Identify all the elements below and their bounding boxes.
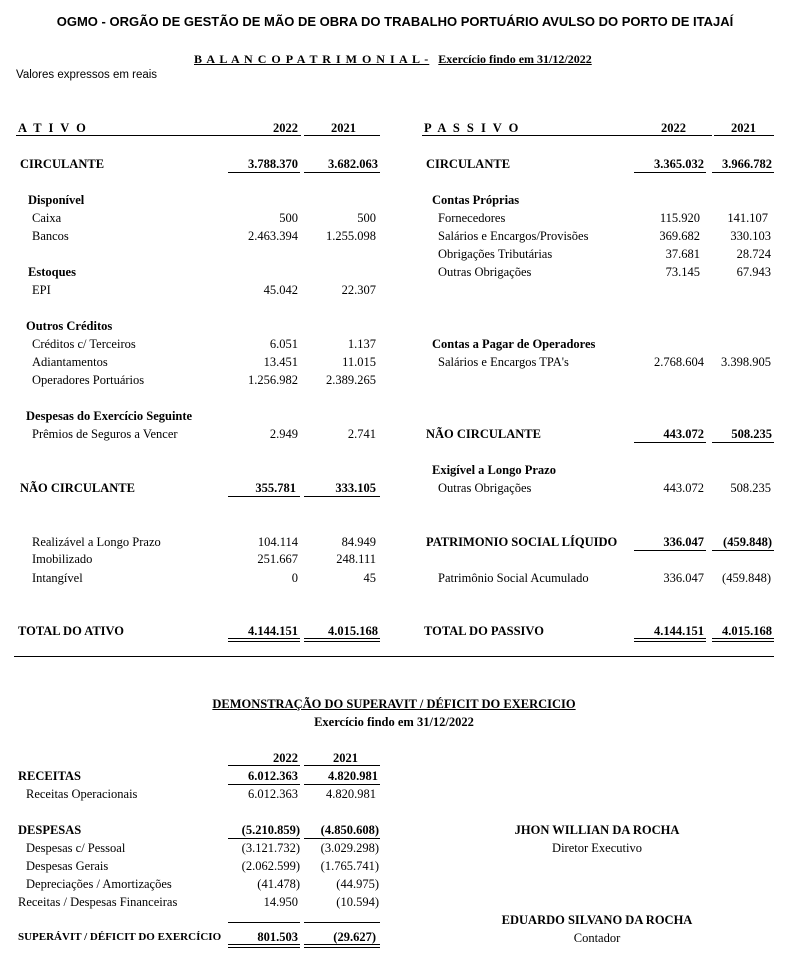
balanco-title xyxy=(194,52,592,67)
creditos-terceiros-2022: 6.051 xyxy=(269,337,298,351)
ativo-circulante-label: CIRCULANTE xyxy=(20,157,105,171)
adiantamentos-2021: 11.015 xyxy=(342,355,376,369)
despesas-gerais-2021: (1.765.741) xyxy=(320,859,379,873)
total-ativo-rule-2021 xyxy=(304,638,380,642)
exigivel-outras-2021: 508.235 xyxy=(730,481,771,495)
patrimonio-acumulado-label: Patrimônio Social Acumulado xyxy=(438,571,589,585)
fornecedores-label: Fornecedores xyxy=(438,211,506,225)
signature-name-accountant: EDUARDO SILVANO DA ROCHA xyxy=(501,913,693,927)
contas-proprias-label: Contas Próprias xyxy=(432,193,520,207)
bancos-label: Bancos xyxy=(32,229,69,243)
imobilizado-2022: 251.667 xyxy=(257,552,298,566)
patrimonio-2022: 336.047 xyxy=(663,535,704,549)
exigivel-label: Exigível a Longo Prazo xyxy=(432,463,556,477)
ativo-year-2022: 2022 xyxy=(273,121,298,135)
intangivel-2021: 45 xyxy=(363,571,376,585)
passivo-year-2022: 2022 xyxy=(661,121,686,135)
passivo-year-2021: 2021 xyxy=(731,121,756,135)
premios-label: Prêmios de Seguros a Vencer xyxy=(32,427,178,441)
ativo-heading-rule-2021 xyxy=(304,135,380,136)
ativo-nc-rule-2021 xyxy=(304,496,380,497)
receitas-2021: 4.820.981 xyxy=(328,769,378,783)
total-passivo-rule-2021 xyxy=(712,638,774,642)
intangivel-label: Intangível xyxy=(32,571,83,585)
premios-2022: 2.949 xyxy=(269,427,298,441)
patrimonio-rule xyxy=(634,550,706,551)
receitas-rule xyxy=(228,784,300,785)
receitas-label: RECEITAS xyxy=(18,769,81,783)
adiantamentos-2022: 13.451 xyxy=(263,355,298,369)
obrigacoes-tributarias-label: Obrigações Tributárias xyxy=(438,247,553,261)
passivo-circulante-label: CIRCULANTE xyxy=(426,157,511,171)
passivo-circulante-2021: 3.966.782 xyxy=(722,157,772,171)
patrimonio-acumulado-2021: (459.848) xyxy=(722,571,771,585)
signature-name-director: JHON WILLIAN DA ROCHA xyxy=(514,823,680,837)
despesas-seguinte-label: Despesas do Exercício Seguinte xyxy=(26,409,193,423)
caixa-label: Caixa xyxy=(32,211,62,225)
passivo-circulante-rule-2021 xyxy=(712,172,774,173)
total-ativo-2022: 4.144.151 xyxy=(248,624,298,638)
depreciacoes-label: Depreciações / Amortizações xyxy=(26,877,172,891)
passivo-circulante-rule xyxy=(634,172,706,173)
obrigacoes-tributarias-2022: 37.681 xyxy=(665,247,700,261)
passivo-heading-rule xyxy=(422,135,712,136)
salarios-provisoes-2022: 369.682 xyxy=(659,229,700,243)
despesas-pessoal-2022: (3.121.732) xyxy=(241,841,300,855)
passivo-heading: P A S S I V O xyxy=(424,121,521,135)
financeiras-label: Receitas / Despesas Financeiras xyxy=(18,895,178,909)
demo-year-2021: 2021 xyxy=(333,751,358,765)
patrimonio-label: PATRIMONIO SOCIAL LÍQUIDO xyxy=(426,535,618,549)
passivo-nao-circulante-label: NÃO CIRCULANTE xyxy=(426,427,541,441)
ativo-nao-circulante-label: NÃO CIRCULANTE xyxy=(20,481,135,495)
despesas-label: DESPESAS xyxy=(18,823,82,837)
ativo-circulante-rule xyxy=(228,172,300,173)
resultado-label: SUPERÁVIT / DÉFICIT DO EXERCÍCIO xyxy=(18,931,222,943)
ativo-heading: A T I V O xyxy=(18,121,88,135)
patrimonio-acumulado-2022: 336.047 xyxy=(663,571,704,585)
obrigacoes-tributarias-2021: 28.724 xyxy=(736,247,771,261)
despesas-gerais-label: Despesas Gerais xyxy=(26,859,109,873)
passivo-circulante-2022: 3.365.032 xyxy=(654,157,704,171)
adiantamentos-label: Adiantamentos xyxy=(32,355,108,369)
premios-2021: 2.741 xyxy=(347,427,376,441)
demo-year-rule xyxy=(228,765,300,766)
patrimonio-rule-2021 xyxy=(712,550,774,551)
receitas-rule-2021 xyxy=(304,784,380,785)
despesas-rule-2021 xyxy=(304,838,380,839)
fornecedores-2021: 141.107 xyxy=(727,211,768,225)
resultado-2022: 801.503 xyxy=(257,930,298,944)
balanco-title-text: B A L A N C O P A T R I M O N I A L - xyxy=(194,52,430,66)
total-passivo-label: TOTAL DO PASSIVO xyxy=(424,624,544,638)
ativo-nc-rule xyxy=(228,496,300,497)
financeiras-2021: (10.594) xyxy=(336,895,379,909)
financeiras-2022: 14.950 xyxy=(263,895,298,909)
imobilizado-label: Imobilizado xyxy=(32,552,93,566)
resultado-rule-2021 xyxy=(304,944,380,948)
bancos-2022: 2.463.394 xyxy=(248,229,298,243)
salarios-provisoes-label: Salários e Encargos/Provisões xyxy=(438,229,589,243)
ativo-nao-circulante-2021: 333.105 xyxy=(335,481,376,495)
fornecedores-2022: 115.920 xyxy=(659,211,700,225)
resultado-rule xyxy=(228,944,300,948)
realizavel-2021: 84.949 xyxy=(341,535,376,549)
ativo-circulante-2021: 3.682.063 xyxy=(328,157,378,171)
passivo-nc-rule xyxy=(634,442,706,443)
operadores-2022: 1.256.982 xyxy=(248,373,298,387)
ativo-year-2021: 2021 xyxy=(331,121,356,135)
balanco-subtitle: Exercício findo em 31/12/2022 xyxy=(438,52,592,66)
total-passivo-2021: 4.015.168 xyxy=(722,624,772,638)
org-title: OGMO - ORGÃO DE GESTÃO DE MÃO DE OBRA DO TRABALHO PORTUÁRIO AVULSO DO PORTO DE ITAJAÍ xyxy=(56,14,734,29)
total-ativo-label: TOTAL DO ATIVO xyxy=(18,624,125,638)
disponivel-label: Disponível xyxy=(28,193,85,207)
epi-2021: 22.307 xyxy=(341,283,376,297)
depreciacoes-2022: (41.478) xyxy=(257,877,300,891)
resultado-top-rule-2021 xyxy=(304,922,380,923)
salarios-provisoes-2021: 330.103 xyxy=(730,229,771,243)
ativo-nao-circulante-2022: 355.781 xyxy=(255,481,296,495)
exigivel-outras-2022: 443.072 xyxy=(663,481,704,495)
demo-year-2022: 2022 xyxy=(273,751,298,765)
estoques-label: Estoques xyxy=(28,265,76,279)
passivo-heading-rule-2021 xyxy=(714,135,774,136)
passivo-nao-circulante-2021: 508.235 xyxy=(731,427,772,441)
signature-role-director: Diretor Executivo xyxy=(552,841,642,855)
total-ativo-rule xyxy=(228,638,300,642)
salarios-tpa-2022: 2.768.604 xyxy=(654,355,704,369)
outros-creditos-label: Outros Créditos xyxy=(26,319,113,333)
epi-label: EPI xyxy=(32,283,51,297)
creditos-terceiros-2021: 1.137 xyxy=(347,337,376,351)
resultado-top-rule xyxy=(228,922,300,923)
signature-role-accountant: Contador xyxy=(573,931,621,945)
realizavel-2022: 104.114 xyxy=(257,535,298,549)
total-passivo-rule xyxy=(634,638,706,642)
depreciacoes-2021: (44.975) xyxy=(336,877,379,891)
despesas-gerais-2022: (2.062.599) xyxy=(241,859,300,873)
salarios-tpa-label: Salários e Encargos TPA's xyxy=(438,355,569,369)
passivo-nc-rule-2021 xyxy=(712,442,774,443)
epi-2022: 45.042 xyxy=(263,283,298,297)
patrimonio-2021: (459.848) xyxy=(723,535,772,549)
operadores-2021: 2.389.265 xyxy=(326,373,376,387)
demonstracao-subtitle: Exercício findo em 31/12/2022 xyxy=(314,715,474,729)
ativo-circulante-2022: 3.788.370 xyxy=(248,157,298,171)
realizavel-label: Realizável a Longo Prazo xyxy=(32,535,161,549)
total-ativo-2021: 4.015.168 xyxy=(328,624,378,638)
total-passivo-2022: 4.144.151 xyxy=(654,624,704,638)
despesas-pessoal-2021: (3.029.298) xyxy=(320,841,379,855)
despesas-2021: (4.850.608) xyxy=(320,823,379,837)
values-note: Valores expressos em reais xyxy=(16,69,158,81)
caixa-2022: 500 xyxy=(279,211,298,225)
receitas-operacionais-2022: 6.012.363 xyxy=(248,787,298,801)
despesas-rule xyxy=(228,838,300,839)
demo-year-rule-2021 xyxy=(304,765,380,766)
imobilizado-2021: 248.111 xyxy=(336,552,376,566)
despesas-2022: (5.210.859) xyxy=(241,823,300,837)
despesas-pessoal-label: Despesas c/ Pessoal xyxy=(26,841,126,855)
operadores-label: Operadores Portuários xyxy=(32,373,145,387)
outras-obrigacoes-label: Outras Obrigações xyxy=(438,265,532,279)
outras-obrigacoes-2021: 67.943 xyxy=(736,265,771,279)
passivo-nao-circulante-2022: 443.072 xyxy=(663,427,704,441)
creditos-terceiros-label: Créditos c/ Terceiros xyxy=(32,337,136,351)
resultado-2021: (29.627) xyxy=(333,930,376,944)
demonstracao-title: DEMONSTRAÇÃO DO SUPERAVIT / DÉFICIT DO EXERCICIO xyxy=(212,697,576,711)
section-separator xyxy=(14,656,774,657)
exigivel-outras-label: Outras Obrigações xyxy=(438,481,532,495)
caixa-2021: 500 xyxy=(357,211,376,225)
receitas-2022: 6.012.363 xyxy=(248,769,298,783)
ativo-circulante-rule-2021 xyxy=(304,172,380,173)
ativo-heading-rule xyxy=(16,135,301,136)
contas-operadores-label: Contas a Pagar de Operadores xyxy=(432,337,596,351)
receitas-operacionais-label: Receitas Operacionais xyxy=(26,787,138,801)
receitas-operacionais-2021: 4.820.981 xyxy=(326,787,376,801)
salarios-tpa-2021: 3.398.905 xyxy=(721,355,771,369)
outras-obrigacoes-2022: 73.145 xyxy=(665,265,700,279)
intangivel-2022: 0 xyxy=(291,571,298,585)
bancos-2021: 1.255.098 xyxy=(326,229,376,243)
